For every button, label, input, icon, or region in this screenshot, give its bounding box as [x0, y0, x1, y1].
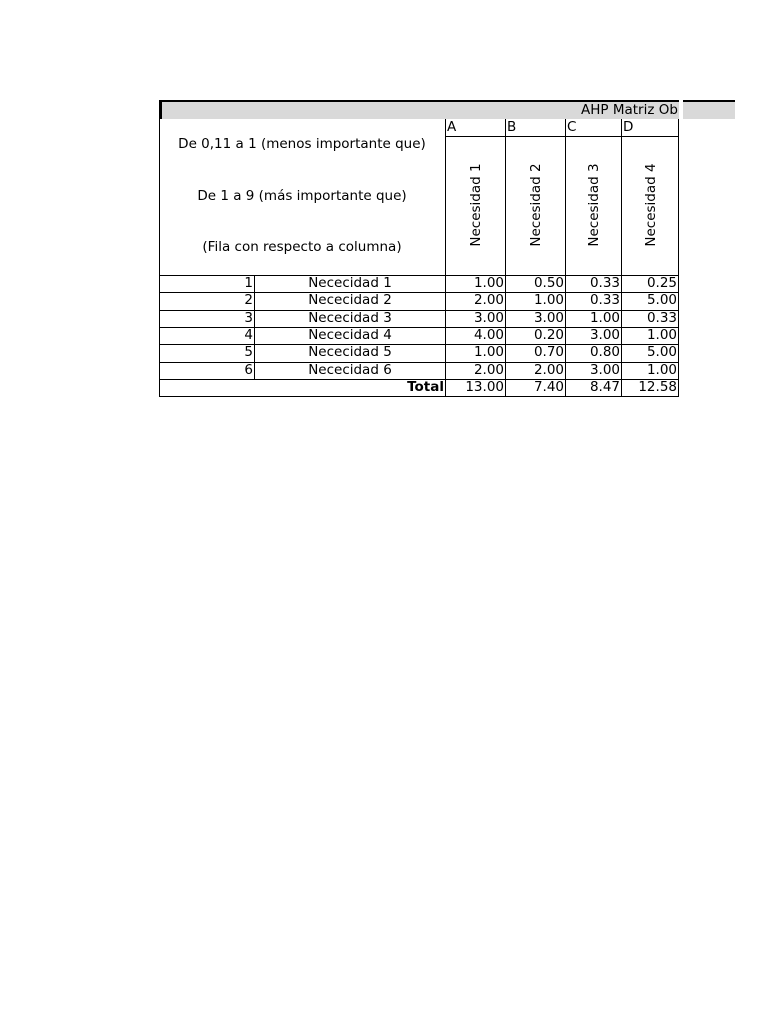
matrix-cell[interactable]: 0.33: [589, 275, 620, 291]
title-bar-gap: [679, 100, 683, 119]
matrix-cell[interactable]: 0.70: [533, 344, 564, 360]
total-cell[interactable]: 7.40: [533, 379, 564, 395]
matrix-cell[interactable]: 3.00: [533, 310, 564, 326]
legend-line-1: De 0,11 a 1 (menos importante que): [178, 136, 426, 152]
matrix-cell[interactable]: 0.20: [533, 327, 564, 343]
total-cell[interactable]: 12.58: [638, 379, 677, 395]
column-letter-c: C: [567, 119, 577, 135]
grid-line: [159, 396, 678, 397]
column-header-necesidad-1: Necesidad 1: [468, 163, 484, 247]
matrix-cell[interactable]: 3.00: [473, 310, 504, 326]
row-index: 4: [244, 327, 253, 343]
row-index: 1: [244, 275, 253, 291]
matrix-cell[interactable]: 1.00: [473, 275, 504, 291]
matrix-cell[interactable]: 1.00: [646, 362, 677, 378]
matrix-cell[interactable]: 4.00: [473, 327, 504, 343]
matrix-cell[interactable]: 0.25: [646, 275, 677, 291]
row-index: 5: [244, 344, 253, 360]
matrix-cell[interactable]: 0.50: [533, 275, 564, 291]
matrix-cell[interactable]: 1.00: [473, 344, 504, 360]
ahp-matrix-sheet: [159, 100, 735, 400]
column-letter-d: D: [623, 119, 634, 135]
row-name: Nececidad 3: [308, 310, 392, 326]
matrix-cell[interactable]: 1.00: [533, 292, 564, 308]
matrix-cell[interactable]: 1.00: [646, 327, 677, 343]
matrix-cell[interactable]: 5.00: [646, 292, 677, 308]
legend-line-2: De 1 a 9 (más importante que): [197, 188, 407, 204]
total-cell[interactable]: 13.00: [465, 379, 504, 395]
column-letter-b: B: [507, 119, 517, 135]
column-header-necesidad-2: Necesidad 2: [528, 163, 544, 247]
row-name: Nececidad 5: [308, 344, 392, 360]
total-cell[interactable]: 8.47: [589, 379, 620, 395]
matrix-cell[interactable]: 1.00: [589, 310, 620, 326]
matrix-cell[interactable]: 3.00: [589, 327, 620, 343]
matrix-cell[interactable]: 0.33: [646, 310, 677, 326]
row-name: Nececidad 6: [308, 362, 392, 378]
row-index: 3: [244, 310, 253, 326]
matrix-cell[interactable]: 2.00: [473, 292, 504, 308]
row-name: Nececidad 1: [308, 275, 392, 291]
grid-line: [678, 119, 679, 397]
grid-line: [445, 136, 678, 137]
matrix-cell[interactable]: 5.00: [646, 344, 677, 360]
row-name: Nececidad 4: [308, 327, 392, 343]
matrix-cell[interactable]: 0.33: [589, 292, 620, 308]
title-bar: [159, 100, 735, 119]
legend-line-3: (Fila con respecto a columna): [202, 239, 402, 255]
column-header-necesidad-3: Necesidad 3: [586, 163, 602, 247]
row-index: 6: [244, 362, 253, 378]
column-header-necesidad-4: Necesidad 4: [643, 163, 659, 247]
sheet-title: AHP Matriz Ob: [581, 102, 678, 118]
matrix-cell[interactable]: 2.00: [533, 362, 564, 378]
total-label: Total: [407, 379, 444, 395]
matrix-cell[interactable]: 3.00: [589, 362, 620, 378]
column-letter-a: A: [447, 119, 457, 135]
row-name: Nececidad 2: [308, 292, 392, 308]
matrix-cell[interactable]: 0.80: [589, 344, 620, 360]
row-index: 2: [244, 292, 253, 308]
matrix-cell[interactable]: 2.00: [473, 362, 504, 378]
